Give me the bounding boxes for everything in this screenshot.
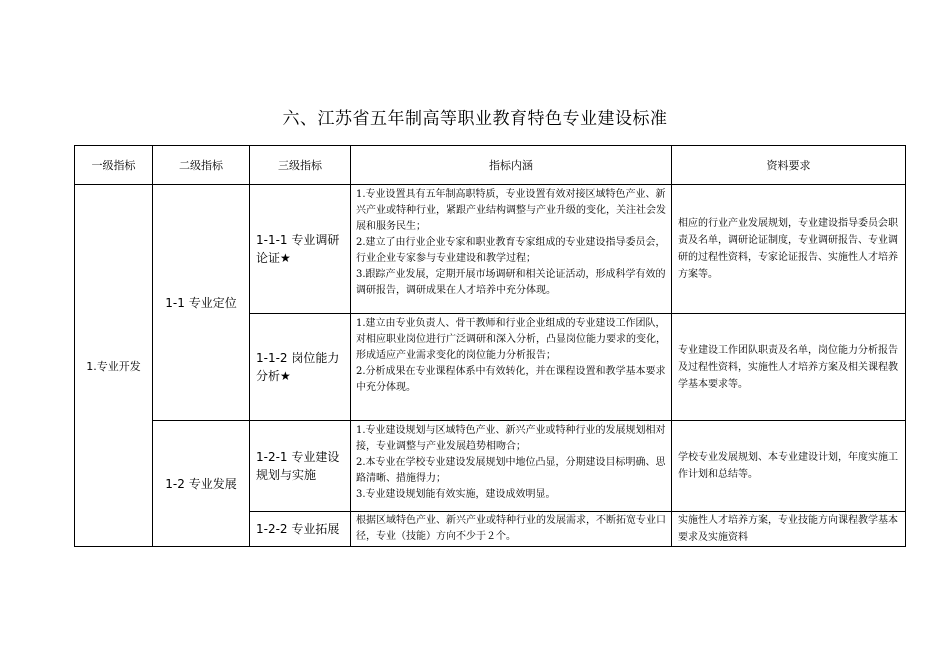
level2-cell: 1-2 专业发展 [153, 421, 250, 547]
materials-cell [672, 314, 906, 421]
content-item: 根据区域特色产业、新兴产业或特种行业的发展需求，不断拓宽专业口径，专业（技能）方向不少于２个。 [356, 515, 666, 542]
content-item: 3.专业建设规划能有效实施，建设成效明显。 [356, 489, 556, 500]
document-title: 六、江苏省五年制高等职业教育特色专业建设标准 [282, 109, 668, 129]
content-item: 1.专业设置具有五年制高职特质，专业设置有效对接区域特色产业、新兴产业或特种行业，紧跟产业结构调整与产业升级的变化，关注社会发展和服务民生； [356, 189, 666, 232]
standards-table [74, 145, 906, 547]
materials-cell [672, 512, 906, 547]
header-materials: 资料要求 [672, 146, 906, 185]
materials-text: 相应的行业产业发展规划，专业建设指导委员会职责及名单，调研论证制度，专业调研报告、专业调研的过程性资料，专家论证报告、实施性人才培养方案等。 [678, 218, 898, 280]
table-row [75, 185, 906, 314]
header-level3: 三级指标 [250, 146, 351, 185]
level3-cell: 1-2-1 专业建设规划与实施 [250, 421, 351, 512]
content-item: 2.建立了由行业企业专家和职业教育专家组成的专业建设指导委员会，行业企业专家参与专业建设和教学过程； [356, 237, 666, 264]
content-cell [351, 185, 672, 314]
materials-text: 学校专业发展规划、本专业建设计划，年度实施工作计划和总结等。 [678, 452, 898, 480]
header-content: 指标内涵 [351, 146, 672, 185]
header-level1: 一级指标 [75, 146, 153, 185]
level3-cell: 1-1-2 岗位能力分析★ [250, 314, 351, 421]
level3-cell: 1-1-1 专业调研论证★ [250, 185, 351, 314]
table-header-row [75, 146, 906, 185]
header-level2: 二级指标 [153, 146, 250, 185]
materials-cell [672, 185, 906, 314]
content-cell [351, 314, 672, 421]
level1-cell: 1.专业开发 [75, 185, 153, 547]
level3-cell: 1-2-2 专业拓展 [250, 512, 351, 547]
content-item: 2.本专业在学校专业建设发展规划中地位凸显，分期建设目标明确、思路清晰、措施得力； [356, 457, 666, 484]
materials-cell [672, 421, 906, 512]
content-item: 1.建立由专业负责人、骨干教师和行业企业组成的专业建设工作团队，对相应职业岗位进行广泛调研和深入分析，凸显岗位能力要求的变化，形成适应产业需求变化的岗位能力分析报告； [356, 318, 666, 361]
content-cell [351, 512, 672, 547]
content-cell [351, 421, 672, 512]
materials-text: 实施性人才培养方案，专业技能方向课程教学基本要求及实施资料 [678, 515, 898, 543]
materials-text: 专业建设工作团队职责及名单，岗位能力分析报告及过程性资料，实施性人才培养方案及相关课程教学基本要求等。 [678, 344, 898, 390]
level2-cell: 1-1 专业定位 [153, 185, 250, 421]
content-item: 2.分析成果在专业课程体系中有效转化，并在课程设置和教学基本要求中充分体现。 [356, 366, 666, 393]
table-row [75, 421, 906, 512]
content-item: 1.专业建设规划与区域特色产业、新兴产业或特种行业的发展规划相对接，专业调整与产业发展趋势相吻合； [356, 425, 666, 452]
content-item: 3.跟踪产业发展，定期开展市场调研和相关论证活动，形成科学有效的调研报告，调研成果在人才培养中充分体现。 [356, 269, 666, 296]
